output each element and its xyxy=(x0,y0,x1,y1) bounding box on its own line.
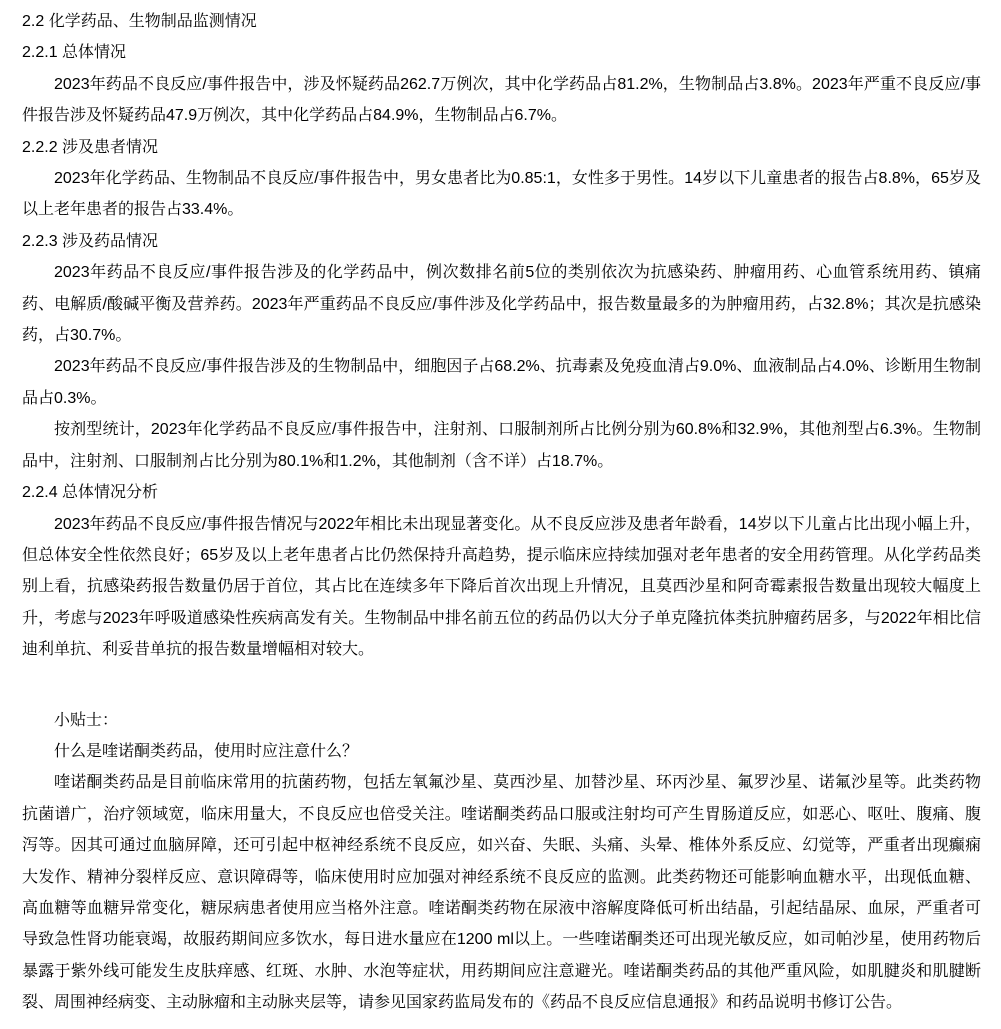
tips-body: 喹诺酮类药品是目前临床常用的抗菌药物，包括左氧氟沙星、莫西沙星、加替沙星、环丙沙星、氟罗沙星、诺氟沙星等。此类药物抗菌谱广，治疗领域宽，临床用量大，不良反应也倍受关注。喹诺酮类药品口服或注射均可产生胃肠道反应，如恶心、呕吐、腹痛、腹泻等。因其可通过血脑屏障，还可引起中枢神经系统不良反应，如兴奋、失眠、头痛、头晕、椎体外系反应、幻觉等，严重者出现癫痫大发作、精神分裂样反应、意识障碍等，临床使用时应加强对神经系统不良反应的监测。此类药物还可能影响血糖水平，出现低血糖、高血糖等血糖异常变化，糖尿病患者使用应当格外注意。喹诺酮类药物在尿液中溶解度降低可析出结晶，引起结晶尿、血尿，严重者可导致急性肾功能衰竭，故服药期间应多饮水，每日进水量应在1200 ml以上。一些喹诺酮类还可出现光敏反应，如司帕沙星，使用药物后暴露于紫外线可能发生皮肤痒感、红斑、水肿、水泡等症状，用药期间应注意避光。喹诺酮类药品的其他严重风险，如肌腱炎和肌腱断裂、周围神经病变、主动脉瘤和主动脉夹层等，请参见国家药监局发布的《药品不良反应信息通报》和药品说明书修订公告。 xyxy=(22,774,981,1012)
subsection-heading-222: 2.2.2 涉及患者情况 xyxy=(22,138,159,156)
paragraph-patients: 2023年化学药品、生物制品不良反应/事件报告中，男女患者比为0.85:1，女性多于男性。14岁以下儿童患者的报告占8.8%，65岁及以上老年患者的报告占33.4%。 xyxy=(22,170,981,219)
subsection-heading-224: 2.2.4 总体情况分析 xyxy=(22,484,159,502)
subsection-heading-221: 2.2.1 总体情况 xyxy=(22,44,127,62)
section-title: 2.2 化学药品、生物制品监测情况 xyxy=(22,13,257,30)
paragraph-overall: 2023年药品不良反应/事件报告中，涉及怀疑药品262.7万例次，其中化学药品占81.2%，生物制品占3.8%。2023年严重不良反应/事件报告涉及怀疑药品47.9万例次，其中化学药品占84.9%，生物制品占6.7%。 xyxy=(22,75,981,125)
tips-label: 小贴士： xyxy=(54,711,119,729)
tips-question: 什么是喹诺酮类药品，使用时应注意什么？ xyxy=(54,742,359,760)
paragraph-dosage-forms: 按剂型统计，2023年化学药品不良反应/事件报告中，注射剂、口服制剂所占比例分别为60.8%和32.9%，其他剂型占6.3%。生物制品中，注射剂、口服制剂占比分别为80.1%和1.2%，其他制剂（含不详）占18.7%。 xyxy=(22,421,981,470)
tips-section xyxy=(22,705,981,1019)
paragraph-chemical-drugs: 2023年药品不良反应/事件报告涉及的化学药品中，例次数排名前5位的类别依次为抗感染药、肿瘤用药、心血管系统用药、镇痛药、电解质/酸碱平衡及营养药。2023年严重药品不良反应/事件涉及化学药品中，报告数量最多的为肿瘤用药，占32.8%；其次是抗感染药，占30.7%。 xyxy=(22,264,981,345)
paragraph-analysis: 2023年药品不良反应/事件报告情况与2022年相比未出现显著变化。从不良反应涉及患者年龄看，14岁以下儿童占比出现小幅上升，但总体安全性依然良好；65岁及以上老年患者占比仍然保持升高趋势，提示临床应持续加强对老年患者的安全用药管理。从化学药品类别上看，抗感染药报告数量仍居于首位，其占比在连续多年下降后首次出现上升情况，且莫西沙星和阿奇霉素报告数量出现较大幅度上升，考虑与2023年呼吸道感染性疾病高发有关。生物制品中排名前五位的药品仍以大分子单克隆抗体类抗肿瘤药居多，与2022年相比信迪利单抗、利妥昔单抗的报告数量增幅相对较大。 xyxy=(22,515,981,659)
paragraph-biological-products: 2023年药品不良反应/事件报告涉及的生物制品中，细胞因子占68.2%、抗毒素及免疫血清占9.0%、血液制品占4.0%、诊断用生物制品占0.3%。 xyxy=(22,358,981,407)
subsection-heading-223: 2.2.3 涉及药品情况 xyxy=(22,232,159,250)
